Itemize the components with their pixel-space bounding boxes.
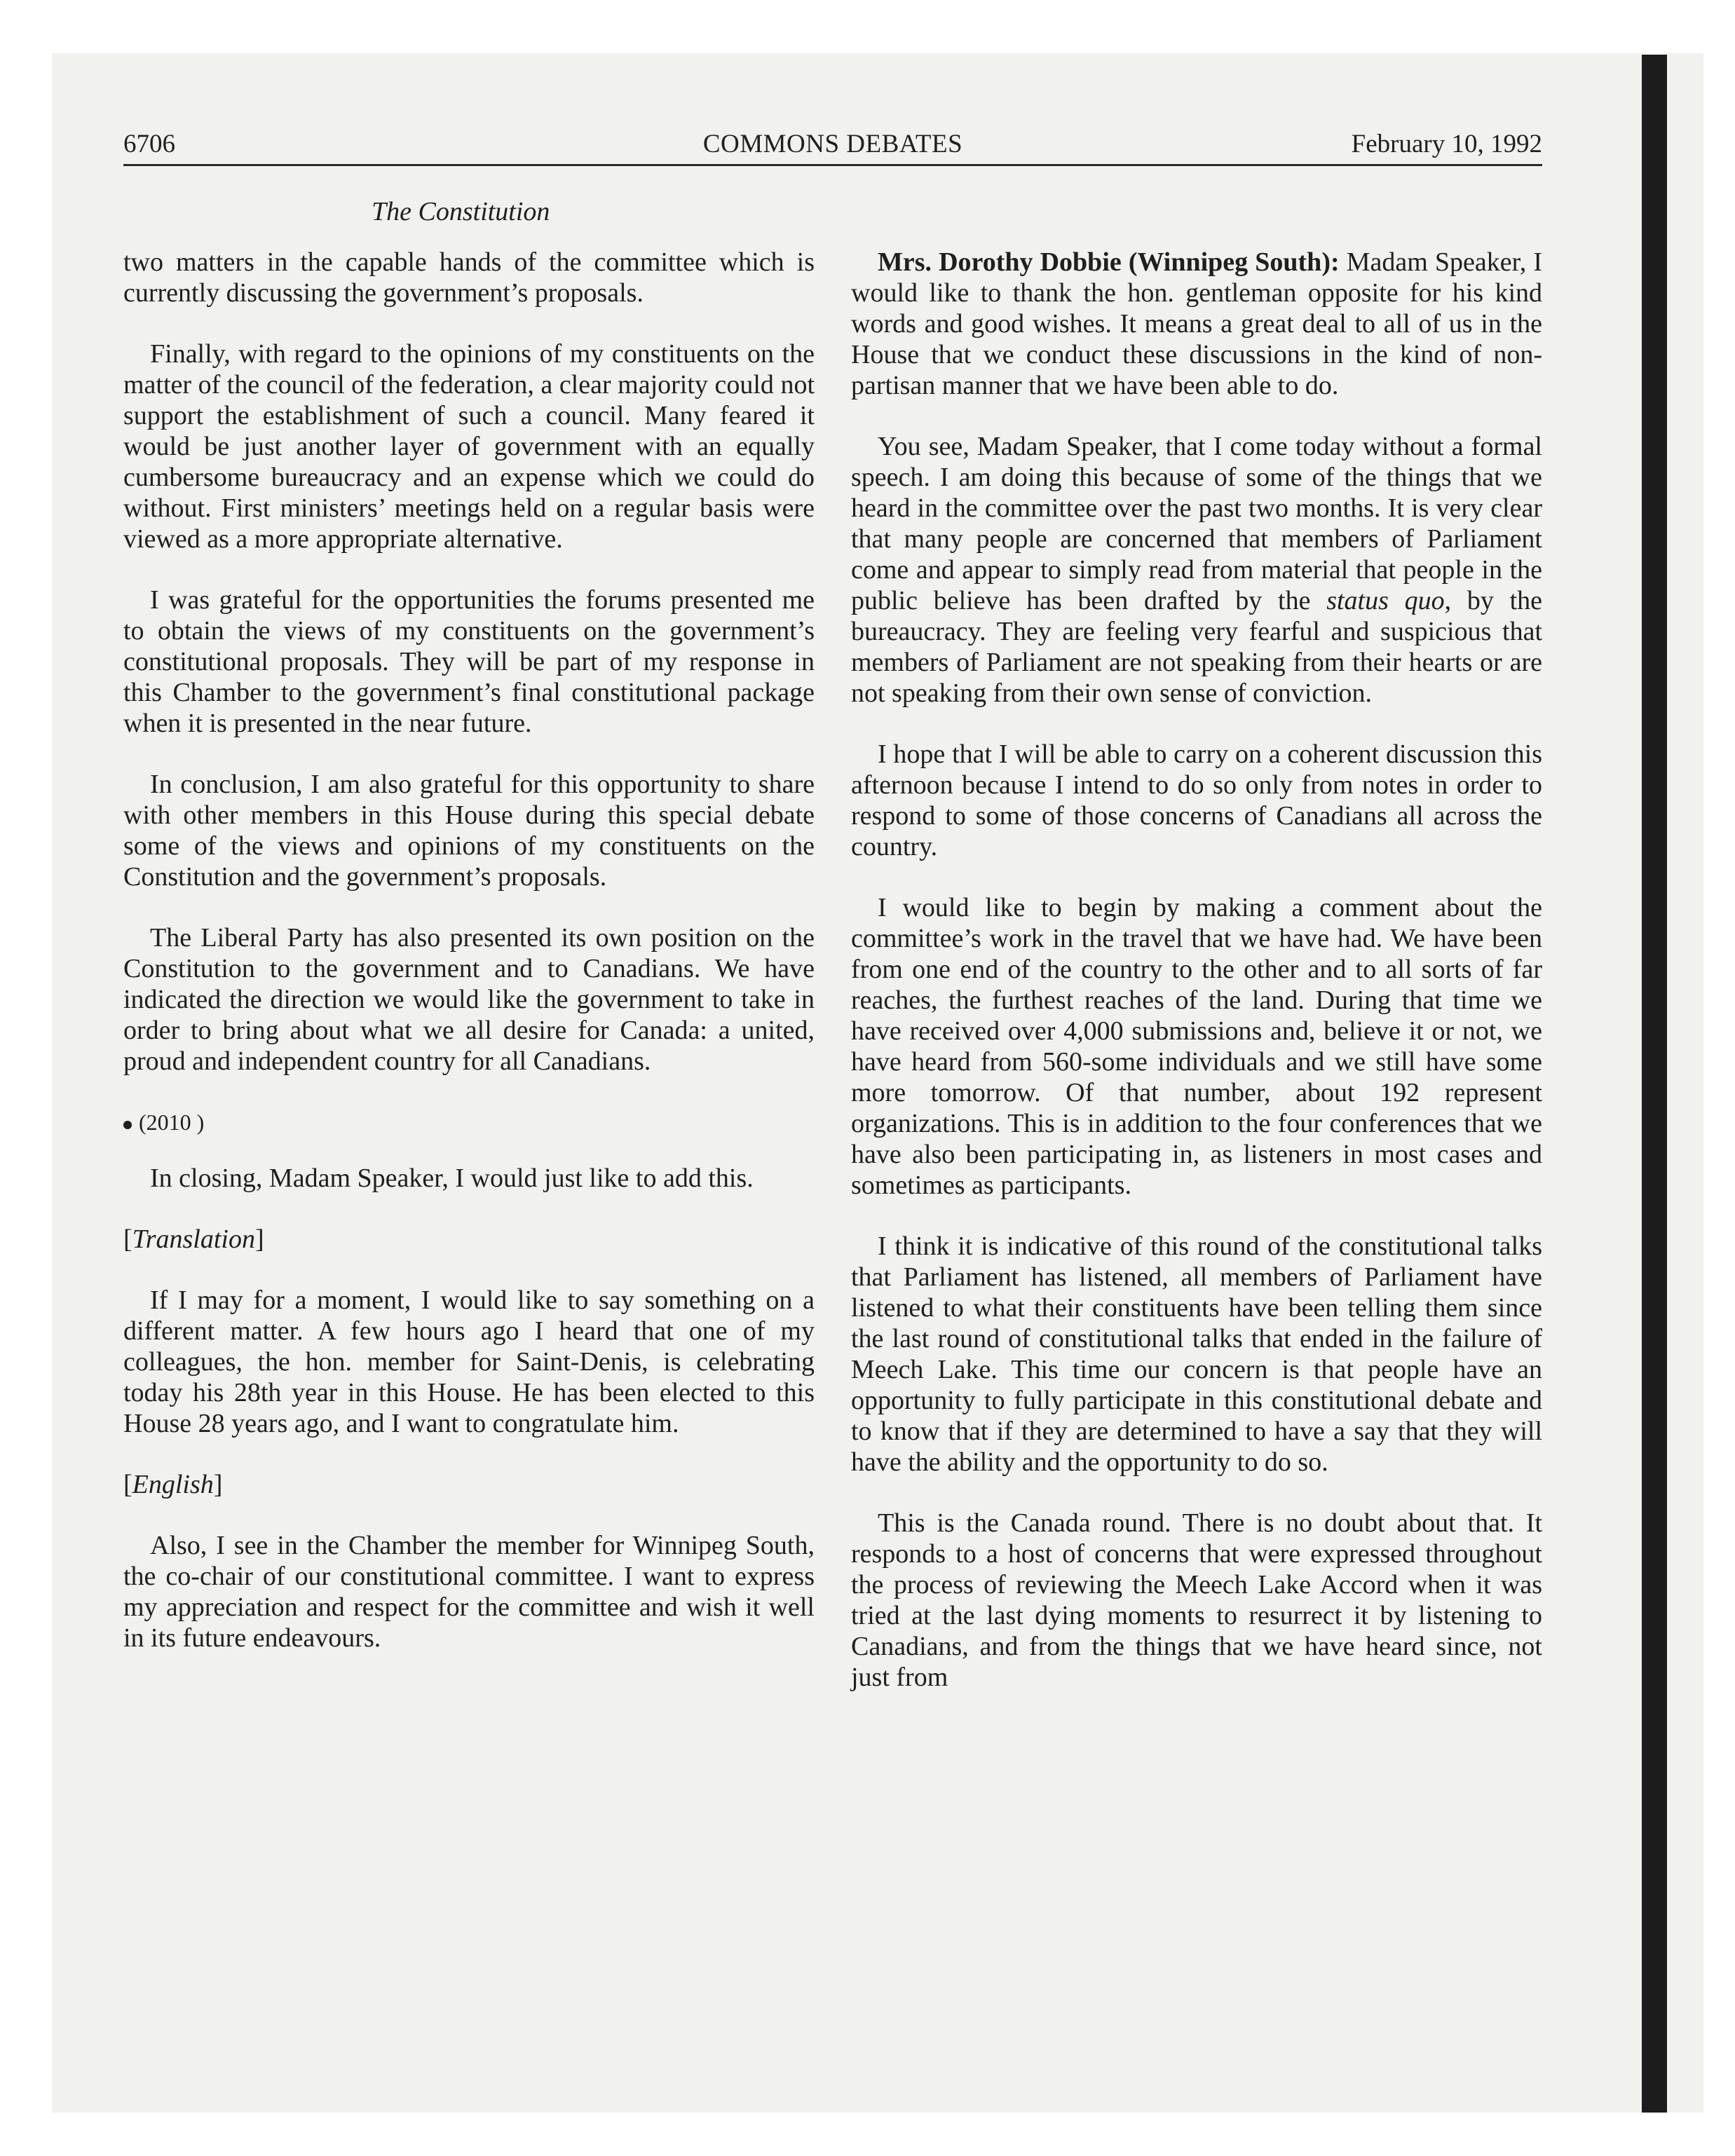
paragraph: I hope that I will be able to carry on a coherent discussion this afternoon because I intend to do so only from notes in order to respond to some of those concerns of Canadians all across the country. [851, 739, 1542, 861]
speaker-paragraph [851, 247, 1542, 401]
publication-date: February 10, 1992 [1351, 130, 1542, 158]
paragraph: two matters in the capable hands of the committee which is currently discussing the government’s proposals. [123, 247, 815, 308]
language-tag-english: [English] [123, 1470, 223, 1499]
left-column [123, 247, 815, 1684]
page-number: 6706 [123, 130, 175, 158]
paragraph-text: , by the bureaucracy. They are feeling very fearful and suspicious that members of Parliament are not speaking from their hearts or are not speaking from their own sense of conviction. [851, 586, 1542, 708]
bullet-icon [123, 1121, 132, 1129]
page-header [123, 119, 1542, 164]
paragraph [851, 431, 1542, 709]
right-column [851, 247, 1542, 1723]
paragraph: I was grateful for the opportunities the forums presented me to obtain the views of my constituents on the government’s constitutional proposals. They will be part of my response in this Chamber to the government’s final constitutional package when it is presented in the near future. [123, 585, 815, 738]
paragraph: In closing, Madam Speaker, I would just like to add this. [150, 1164, 754, 1193]
time-marker [123, 1107, 815, 1138]
time-marker-text: (2010 ) [139, 1110, 205, 1135]
paragraph: I would like to begin by making a comment about the committee’s work in the travel that we have had. We have been from one end of the country to the other and to all sorts of far reaches, the furthest reaches of the land. During that time we have received over 4,000 submissions and, believe it or not, we have heard from 560-some individuals and we still have some more tomorrow. Of that number, about 192 represent organizations. This is in addition to the four conferences that we have also been participating in, as listeners in most cases and sometimes as participants. [851, 893, 1542, 1200]
paragraph: Finally, with regard to the opinions of my constituents on the matter of the council of the federation, a clear majority could not support the establishment of such a council. Many feared it would be just another layer of government with an equally cumbersome bureaucracy and an expense which we could do without. First ministers’ meetings held on a regular basis were viewed as a more appropriate alternative. [123, 339, 815, 554]
paragraph: This is the Canada round. There is no doubt about that. It responds to a host of concerns that were expressed throughout the process of reviewing the Meech Lake Accord when it was tried at the last dying moments to resurrect it by listening to Canadians, and from the things that we have heard since, not just from [851, 1508, 1542, 1692]
language-tag-text: English [132, 1470, 214, 1499]
paragraph: In conclusion, I am also grateful for this opportunity to share with other members in this House during this special debate some of the views and opinions of my constituents on the Constitution and the government’s proposals. [123, 770, 815, 892]
publication-title: COMMONS DEBATES [702, 130, 963, 158]
header-rule [123, 164, 1542, 166]
language-tag-translation: [Translation] [123, 1224, 264, 1254]
scan-edge-shadow [1642, 55, 1667, 2113]
italic-term: status quo [1326, 586, 1445, 615]
paragraph: If I may for a moment, I would like to say something on a different matter. A few hours ago I heard that one of my colleagues, the hon. member for Saint-Denis, is celebrating today his 28th year in this House. He has been elected to this House 28 years ago, and I want to congratulate him. [123, 1285, 815, 1438]
paragraph-text: Madam Speaker, I would like to thank the hon. gentleman opposite for his kind words and good wishes. It means a great deal to all of us in the House that we conduct these discussions in the kind of non-partisan manner that we have been able to do. [851, 247, 1543, 400]
section-title: The Constitution [372, 197, 550, 226]
speaker-name: Mrs. Dorothy Dobbie (Winnipeg South): [878, 247, 1340, 277]
language-tag-text: Translation [132, 1224, 255, 1254]
paragraph: Also, I see in the Chamber the member for Winnipeg South, the co-chair of our constitutional committee. I want to express my appreciation and respect for the committee and wish it well in its future endeavours. [123, 1531, 815, 1653]
paragraph-text: You see, Madam Speaker, that I come today without a formal speech. I am doing this because of some of the things that we heard in the committee over the past two months. It is very clear that many people are concerned that members of Parliament come and appear to simply read from material that people in the public believe has been drafted by the [851, 432, 1542, 615]
paragraph: The Liberal Party has also presented its own position on the Constitution to the government and to Canadians. We have indicated the direction we would like the government to take in order to bring about what we all desire for Canada: a united, proud and independent country for all Canadians. [123, 923, 815, 1076]
paragraph: I think it is indicative of this round of the constitutional talks that Parliament has listened, all members of Parliament have listened to what their constituents have been telling them since the last round of constitutional talks that ended in the failure of Meech Lake. This time our concern is that people have an opportunity to fully participate in this constitutional debate and to know that if they are determined to have a say that they will have the ability and the opportunity to do so. [851, 1231, 1542, 1477]
